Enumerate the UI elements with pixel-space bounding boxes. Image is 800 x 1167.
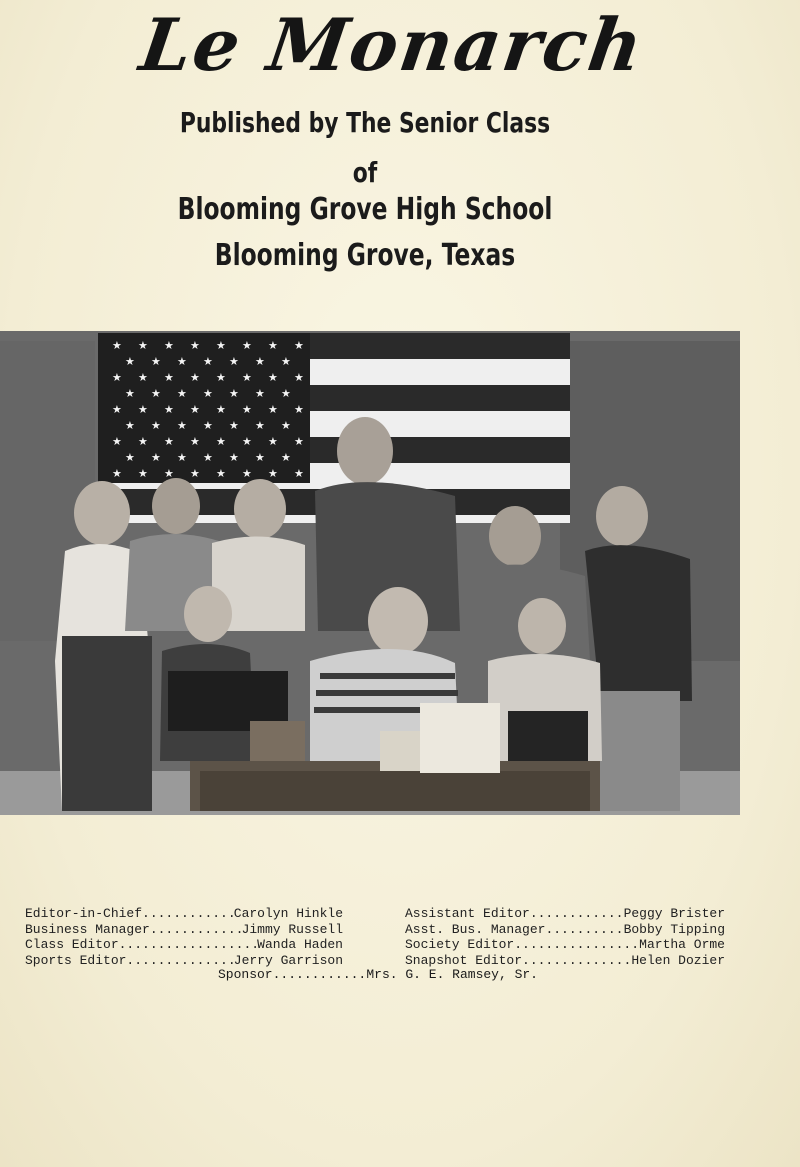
flag-star: ★: [112, 436, 122, 448]
staff-row: [25, 937, 343, 953]
flag-star: ★: [164, 372, 174, 384]
staff-photo: [0, 331, 740, 815]
yearbook-title: Le Monarch: [135, 2, 650, 87]
flag-star: ★: [125, 388, 135, 400]
publisher-of: of: [352, 156, 378, 189]
flag-star: ★: [112, 468, 122, 480]
flag-star: ★: [190, 404, 200, 416]
flag-star: ★: [112, 372, 122, 384]
staff-role: Class Editor: [25, 937, 119, 952]
flag-star: ★: [112, 340, 122, 352]
flag-star: ★: [268, 436, 278, 448]
staff-name: Jerry Garrison: [233, 952, 343, 968]
staff-name: Peggy Brister: [623, 906, 725, 921]
staff-role: Sports Editor: [25, 952, 127, 968]
flag-star: ★: [281, 420, 291, 432]
flag-star: ★: [268, 372, 278, 384]
flag-star: ★: [138, 404, 148, 416]
flag-star: ★: [229, 388, 239, 400]
flag-star: ★: [190, 372, 200, 384]
flag-star: ★: [255, 356, 265, 368]
staff-list-right: [405, 906, 725, 968]
staff-list-left: [25, 906, 343, 968]
flag-star: ★: [268, 340, 278, 352]
flag-star: ★: [164, 404, 174, 416]
flag-star: ★: [242, 436, 252, 448]
flag-star: ★: [281, 388, 291, 400]
staff-name: Jimmy Russell: [241, 921, 343, 937]
flag-star: ★: [190, 436, 200, 448]
flag-star: ★: [177, 452, 187, 464]
flag-star: ★: [229, 356, 239, 368]
flag-star: ★: [294, 404, 304, 416]
school-name: Blooming Grove High School: [177, 192, 553, 227]
staff-name: Wanda Haden: [257, 937, 343, 952]
flag-star: ★: [268, 404, 278, 416]
staff-name: Bobby Tipping: [623, 921, 725, 937]
staff-row: [25, 953, 343, 969]
flag-star: ★: [281, 356, 291, 368]
flag-star: ★: [138, 340, 148, 352]
sponsor-role: Sponsor: [218, 967, 273, 982]
flag-star: ★: [177, 356, 187, 368]
flag-star: ★: [203, 388, 213, 400]
flag-star: ★: [255, 388, 265, 400]
sponsor-row: [218, 967, 538, 983]
flag-star: ★: [164, 340, 174, 352]
flag-star: ★: [294, 340, 304, 352]
staff-name: Carolyn Hinkle: [233, 906, 343, 921]
flag-star: ★: [138, 436, 148, 448]
flag-star: ★: [203, 356, 213, 368]
flag-star: ★: [229, 452, 239, 464]
flag-star: ★: [216, 404, 226, 416]
flag-star: ★: [177, 420, 187, 432]
sponsor-name: Mrs. G. E. Ramsey, Sr.: [366, 967, 538, 982]
staff-role: Society Editor: [405, 937, 515, 952]
flag-star: ★: [203, 452, 213, 464]
flag-star: ★: [125, 452, 135, 464]
flag-star: ★: [125, 420, 135, 432]
flag-star: ★: [281, 452, 291, 464]
staff-role: Snapshot Editor: [405, 952, 523, 968]
flag-star: ★: [112, 404, 122, 416]
flag-star: ★: [203, 420, 213, 432]
staff-row: [405, 937, 725, 953]
flag-star: ★: [164, 436, 174, 448]
staff-name: Helen Dozier: [631, 952, 725, 968]
flag-star: ★: [216, 340, 226, 352]
staff-role: Assistant Editor: [405, 906, 530, 921]
flag-star: ★: [164, 468, 174, 480]
flag-star: ★: [138, 468, 148, 480]
staff-row: [25, 922, 343, 938]
staff-role: Asst. Bus. Manager: [405, 921, 546, 937]
staff-row: [405, 922, 725, 938]
flag-star: ★: [190, 340, 200, 352]
staff-row: [405, 953, 725, 969]
staff-photo-illustration: [0, 331, 740, 815]
flag-star: ★: [294, 372, 304, 384]
staff-row: [405, 906, 725, 922]
flag-star: ★: [294, 468, 304, 480]
flag-star: ★: [190, 468, 200, 480]
flag-star: ★: [255, 420, 265, 432]
flag-star: ★: [216, 468, 226, 480]
flag-star: ★: [229, 420, 239, 432]
flag-star: ★: [151, 388, 161, 400]
flag-star: ★: [138, 372, 148, 384]
flag-star: ★: [294, 436, 304, 448]
flag-star: ★: [151, 452, 161, 464]
flag-star: ★: [177, 388, 187, 400]
flag-star: ★: [242, 468, 252, 480]
flag-star: ★: [151, 420, 161, 432]
flag-star: ★: [242, 372, 252, 384]
staff-role: Editor-in-Chief: [25, 906, 143, 921]
flag-star: ★: [151, 356, 161, 368]
flag-star: ★: [268, 468, 278, 480]
flag-star: ★: [216, 436, 226, 448]
school-location: Blooming Grove, Texas: [214, 238, 516, 273]
flag-star: ★: [216, 372, 226, 384]
flag-star: ★: [255, 452, 265, 464]
staff-row: [25, 906, 343, 922]
staff-role: Business Manager: [25, 921, 150, 937]
staff-name: Martha Orme: [639, 937, 725, 952]
flag-star: ★: [242, 404, 252, 416]
publisher-line: Published by The Senior Class: [179, 106, 551, 139]
flag-star: ★: [242, 340, 252, 352]
flag-star: ★: [125, 356, 135, 368]
